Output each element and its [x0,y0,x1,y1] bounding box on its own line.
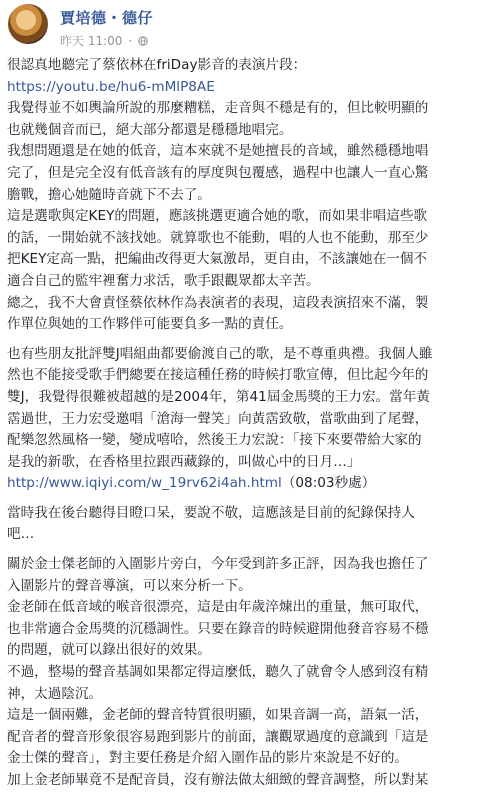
text-line [7,473,479,495]
paragraph-gap [7,546,479,554]
text-line: 不過，整場的聲音基調如果都定得這麼低，聽久了就會令人感到沒有精 [7,664,429,681]
text-line: 我覺得並不如輿論所說的那麼糟糕，走音與不穩是有的，但比較明顯的 [7,100,429,117]
text-line: 關於金士傑老師的入圍影片旁白，今年受到許多正評，因為我也擔任了 [7,556,429,573]
text-line: 雙J，我覺得很難被超越的是2004年，第41屆金馬獎的王力宏。當年黃 [7,388,430,405]
text-line: 入圍影片的聲音導演，可以來分析一下。 [7,577,252,594]
text-line: 的問題，就可以錄出很好的效果。 [7,642,211,659]
text-line: 總之，我不大會責怪蔡依林作為表演者的表現，這段表演招來不滿，製 [7,294,429,311]
text-line: 加上金老師畢竟不是配音員，沒有辦法做太細緻的聲音調整，所以對某 [7,772,429,788]
text-line: 也非常適合金馬獎的沉穩調性。只要在錄音的時候避開他發音容易不穩 [7,620,429,637]
link-suffix: （08:03秒處） [281,475,376,492]
text-line: 配樂忽然風格一變，變成嘻哈，然後王力宏說：「接下來要帶給大家的 [7,432,422,449]
post-link[interactable]: http://www.iqiyi.com/w_19rv62i4ah.html [7,475,282,492]
post-body [7,55,479,792]
text-line: 也就幾個音而已，絕大部分都還是穩穩地唱完。 [7,121,293,138]
post-link[interactable]: https://youtu.be/hu6-mMlP8AE [7,78,215,95]
text-line: 的話，一開始就不該找她。就算歌也不能動，唱的人也不能動，那至少 [7,229,429,246]
text-line: 也有些朋友批評雙J唱組曲都要偷渡自己的歌，是不尊重典禮。我個人雖 [7,345,433,362]
text-line: 這是一個兩難，金老師的聲音特質很明顯，如果音調一高，語氣一活， [7,707,429,724]
text-line: 吧… [7,526,35,543]
text-line: 是我的新歌，在香格里拉跟西藏錄的，叫做心中的日月…」 [7,453,361,470]
text-line: 當時我在後台聽得目瞪口呆，要說不敬，這應該是目前的紀錄保持人 [7,504,415,521]
post-header [8,4,476,50]
globe-icon [138,36,148,46]
text-line: 適合自己的監牢裡奮力求活，歌手跟觀眾都太辛苦。 [7,272,320,289]
text-line: 金老師在低音域的喉音很漂亮，這是由年歲淬煉出的重量，無可取代， [7,599,429,616]
author-name[interactable]: 賈培德・德仔 [60,9,154,27]
text-line: 膽戰，擔心她隨時音就下不去了。 [7,186,211,203]
text-line: 這是選歌與定KEY的問題，應該挑選更適合她的歌，而如果非唱這些歌 [7,208,428,225]
text-line: 霑過世，王力宏受邀唱「滄海一聲笑」向黃霑致敬，當歌曲到了尾聲， [7,410,429,427]
avatar[interactable] [8,4,48,44]
text-line: 作單位與她的工作夥伴可能要負多一點的責任。 [7,316,293,333]
text-line: 神，太過陰沉。 [7,685,103,702]
post-time[interactable]: 昨天 11:00 [60,34,123,48]
paragraph [7,344,479,495]
text-line: 金士傑的聲音」，對主要任務是介紹入圍作品的影片來說是不好的。 [7,750,409,767]
meta-separator: · [128,33,133,48]
paragraph-gap [7,336,479,344]
text-line: 配音者的聲音形象很容易跑到影片的前面，讓觀眾過度的意識到「這是 [7,728,429,745]
text-line: 然也不能接受歌手們總要在接這種任務的時候打歌宣傳，但比起今年的 [7,367,429,384]
paragraph [7,503,479,546]
text-line: 完了，但是完全沒有低音該有的厚度與包覆感，過程中也讓人一直心驚 [7,164,429,181]
text-line: 我想問題還是在她的低音，這本來就不是她擅長的音域，雖然穩穩地唱 [7,143,429,160]
text-line: 很認真地聽完了蔡依林在friDay影音的表演片段： [7,57,307,73]
paragraph [7,55,479,336]
paragraph [7,554,479,792]
text-line: 把KEY定高一點，把編曲改得更大氣激昂，更自由，不該讓她在一個不 [7,251,428,268]
post-meta [60,32,148,49]
paragraph-gap [7,495,479,503]
